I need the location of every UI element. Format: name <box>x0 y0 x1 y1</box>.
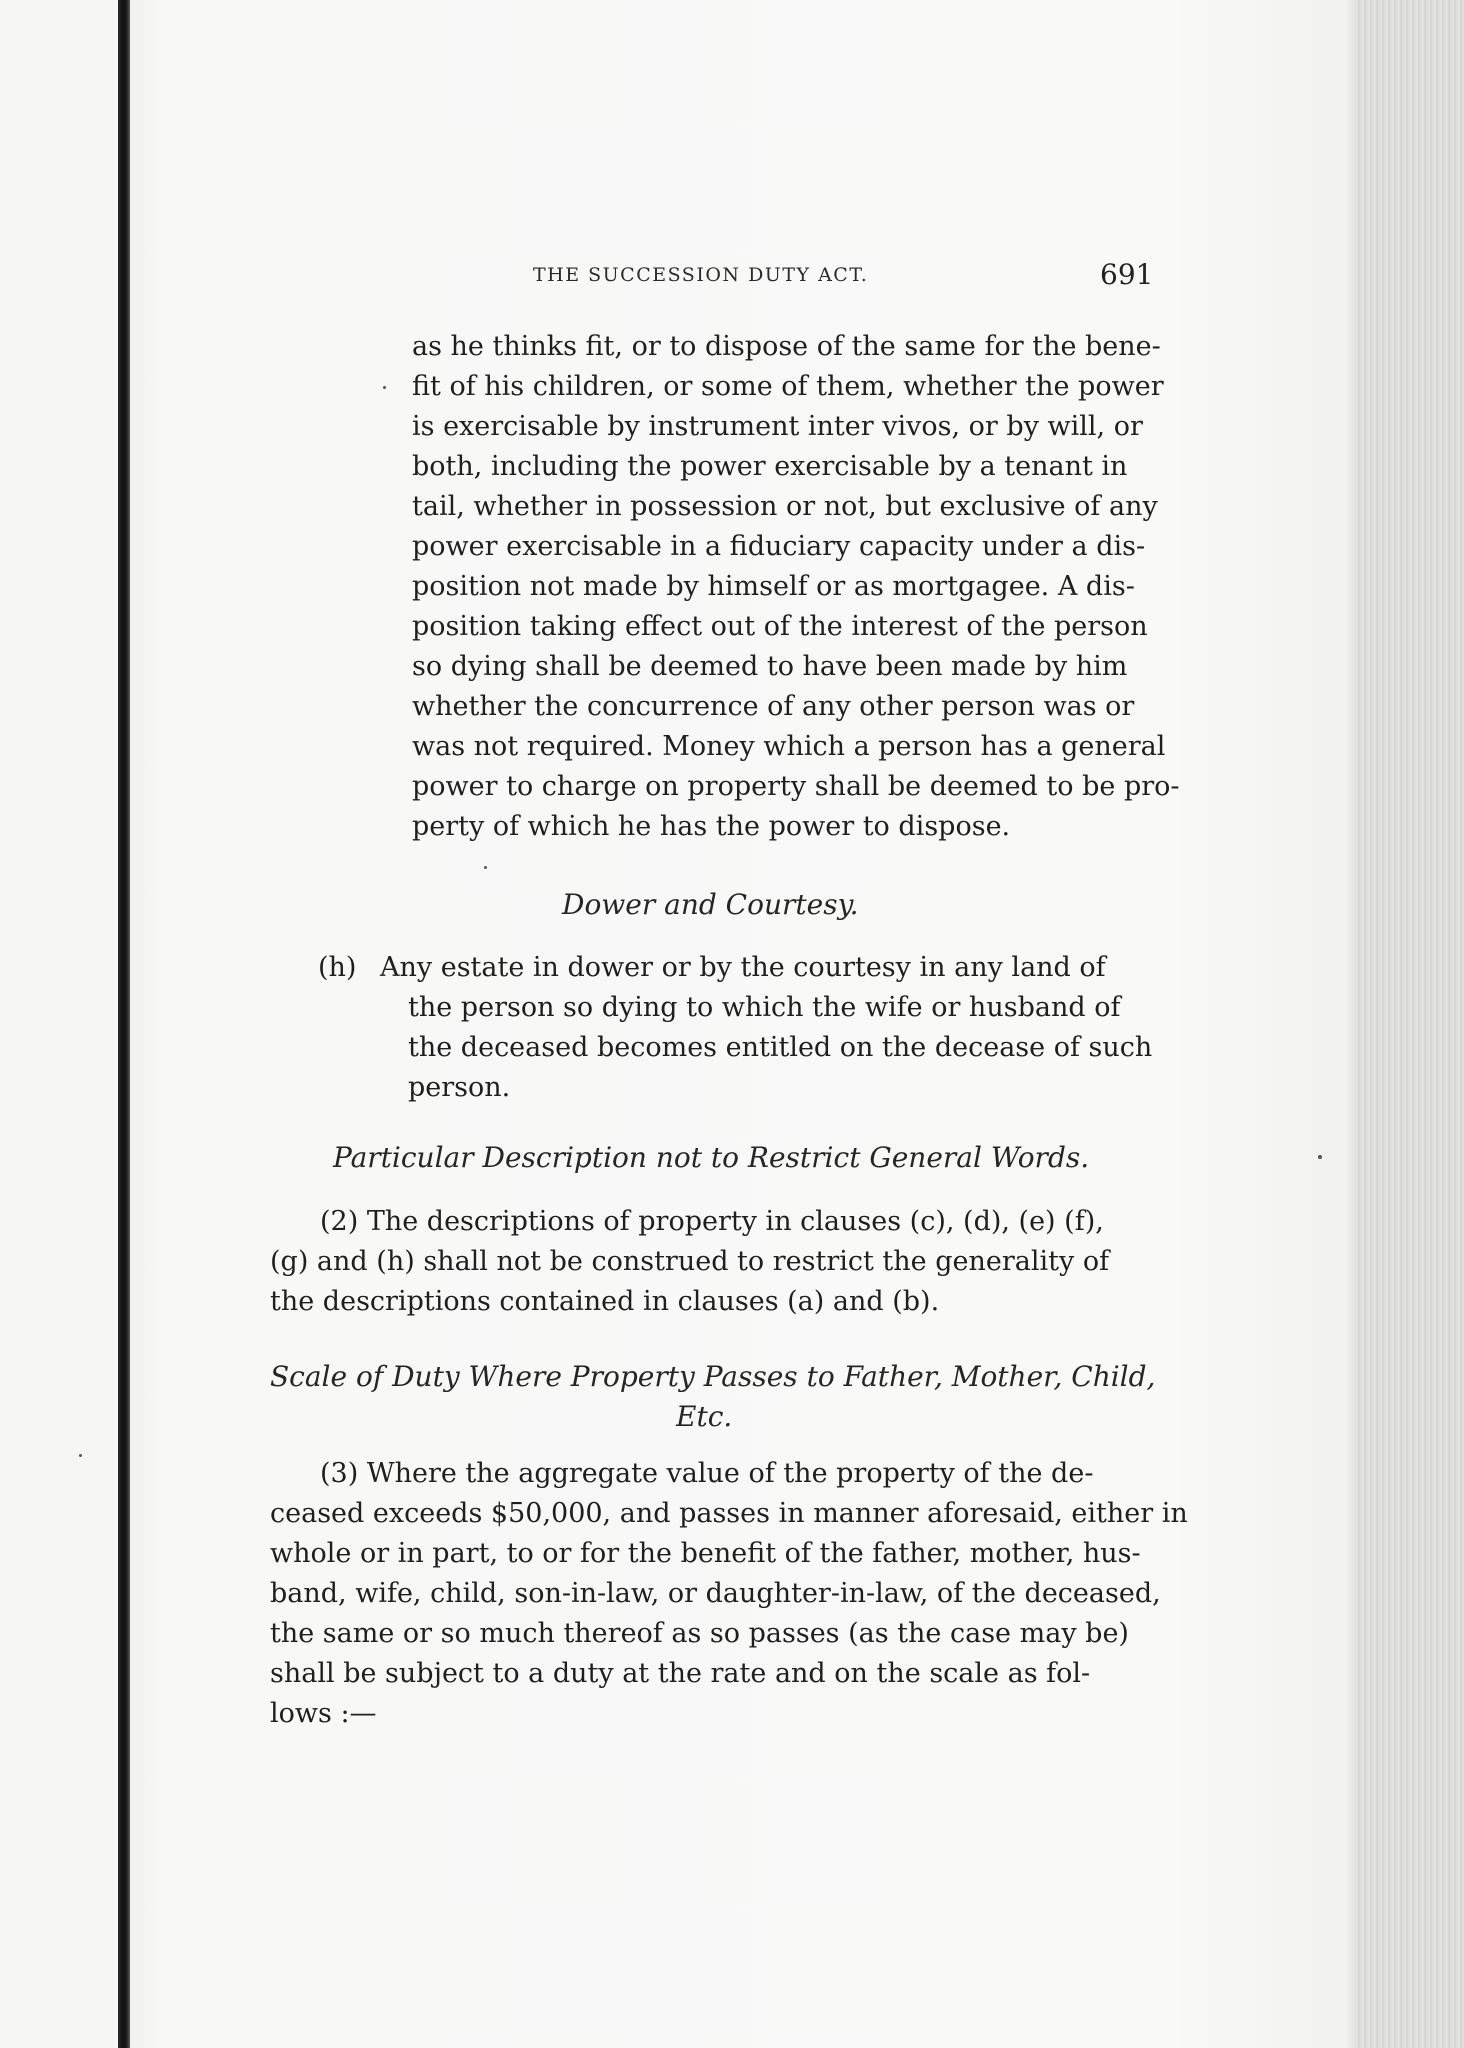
running-head: THE SUCCESSION DUTY ACT. <box>533 264 869 286</box>
text-line: the person so dying to which the wife or husband of <box>408 992 1121 1023</box>
dust-speck <box>484 866 487 869</box>
text-line: perty of which he has the power to dispose. <box>412 811 1011 842</box>
left-page-margin <box>0 0 118 2048</box>
book-gutter <box>118 0 130 2048</box>
text-line: band, wife, child, son-in-law, or daughter-in-law, of the deceased, <box>270 1578 1161 1609</box>
text-line: whole or in part, to or for the benefit of the father, mother, hus- <box>270 1538 1141 1569</box>
text-line: the deceased becomes entitled on the decease of such <box>408 1032 1153 1063</box>
section-heading-particular: Particular Description not to Restrict General Words. <box>333 1141 1090 1174</box>
text-line: position not made by himself or as mortgagee. A dis- <box>412 571 1135 602</box>
section-heading-scale-cont: Etc. <box>676 1400 733 1433</box>
dust-speck <box>1318 1155 1322 1159</box>
text-line: both, including the power exercisable by a tenant in <box>412 451 1128 482</box>
text-line: shall be subject to a duty at the rate and on the scale as fol- <box>270 1658 1091 1689</box>
text-line: (3) Where the aggregate value of the property of the de- <box>320 1458 1094 1489</box>
page-stack-edge <box>1355 0 1464 2048</box>
text-line: lows :— <box>270 1698 377 1729</box>
text-line: Any estate in dower or by the courtesy in any land of <box>380 952 1106 983</box>
text-line: position taking effect out of the interest of the person <box>412 611 1148 642</box>
text-line: fit of his children, or some of them, whether the power <box>412 371 1164 402</box>
text-line: power to charge on property shall be deemed to be pro- <box>412 771 1180 802</box>
text-line: ceased exceeds $50,000, and passes in manner aforesaid, either in <box>270 1498 1188 1529</box>
text-line: is exercisable by instrument inter vivos, or by will, or <box>412 411 1143 442</box>
text-line: person. <box>408 1072 511 1103</box>
text-line: power exercisable in a fiduciary capacity under a dis- <box>412 531 1146 562</box>
text-line: was not required. Money which a person has a general <box>412 731 1166 762</box>
text-line: (2) The descriptions of property in clauses (c), (d), (e) (f), <box>320 1206 1104 1237</box>
page-number: 691 <box>1100 258 1154 291</box>
text-line: as he thinks fit, or to dispose of the same for the bene- <box>412 331 1161 362</box>
text-line: the descriptions contained in clauses (a) and (b). <box>270 1286 940 1317</box>
text-line: (g) and (h) shall not be construed to restrict the generality of <box>270 1246 1110 1277</box>
dust-speck <box>79 1454 82 1457</box>
dust-speck <box>383 386 386 389</box>
section-heading-dower: Dower and Courtesy. <box>562 888 859 921</box>
text-line: the same or so much thereof as so passes (as the case may be) <box>270 1618 1129 1649</box>
text-line: whether the concurrence of any other person was or <box>412 691 1135 722</box>
text-line: so dying shall be deemed to have been made by him <box>412 651 1128 682</box>
section-heading-scale: Scale of Duty Where Property Passes to Father, Mother, Child, <box>270 1360 1156 1393</box>
text-line: tail, whether in possession or not, but exclusive of any <box>412 491 1158 522</box>
clause-label: (h) <box>318 952 357 983</box>
